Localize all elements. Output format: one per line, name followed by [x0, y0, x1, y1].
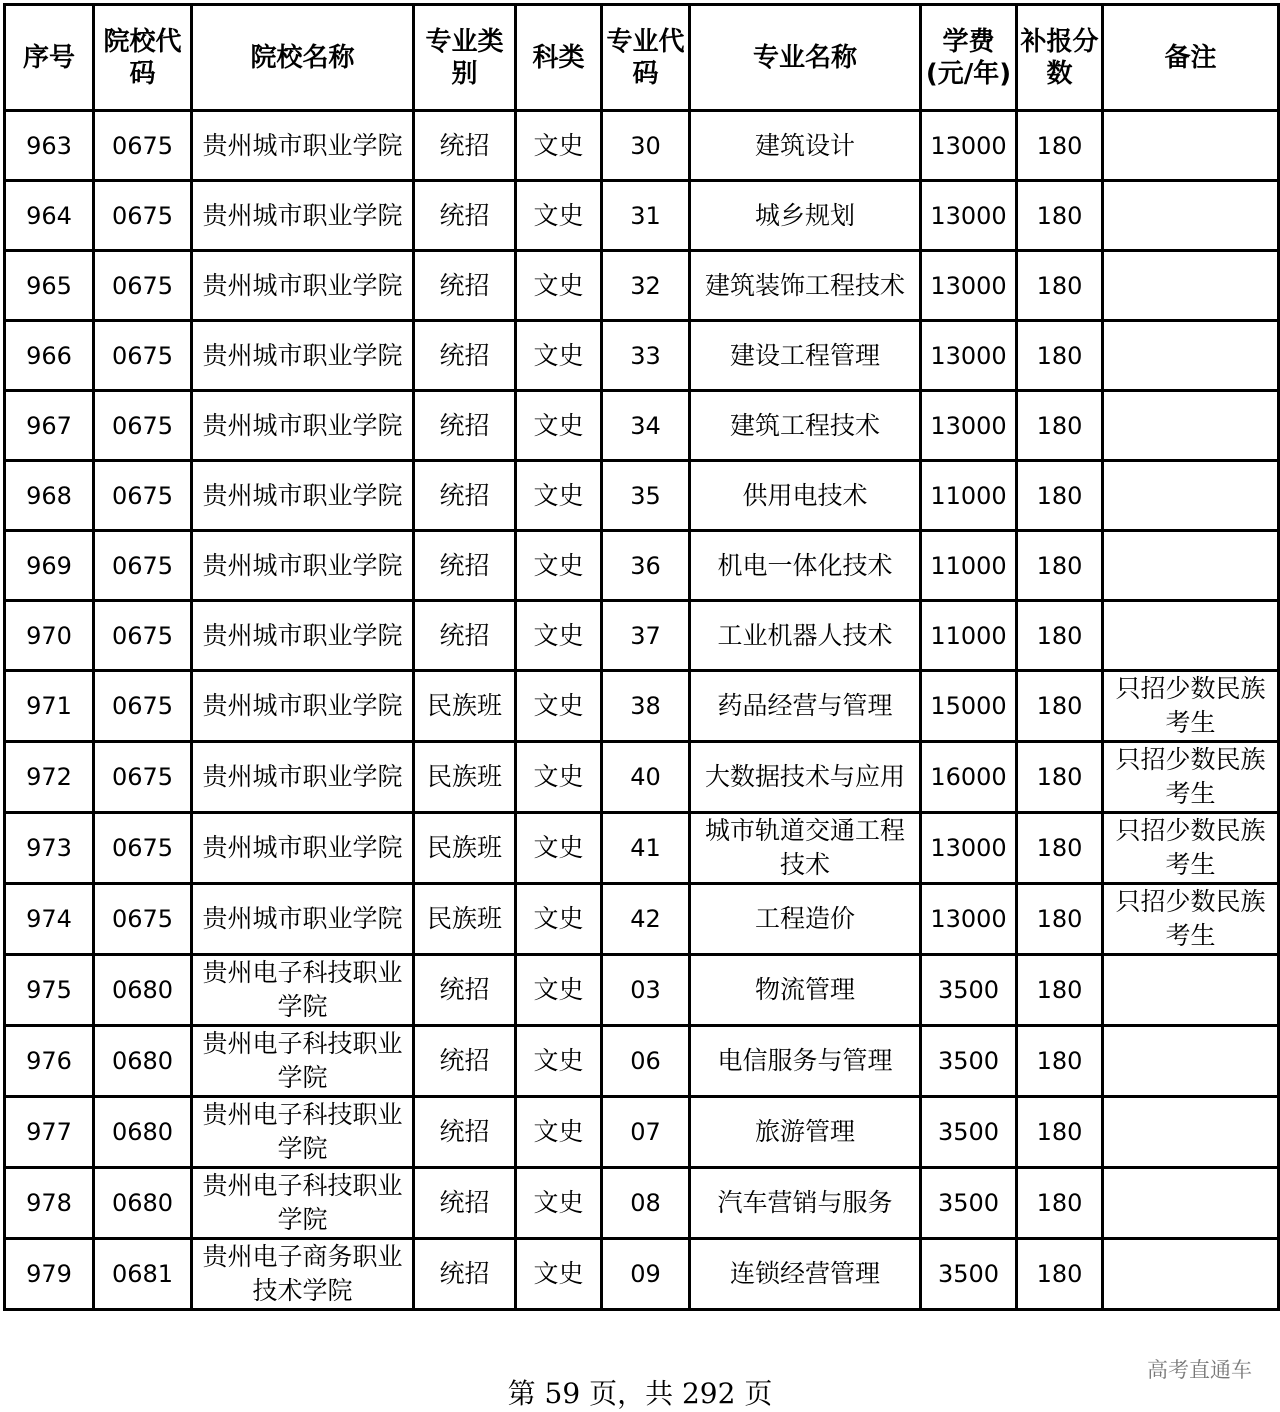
header-tuition: 学费(元/年) — [921, 5, 1017, 111]
cell-tuition: 13000 — [921, 391, 1017, 461]
cell-seq: 975 — [5, 955, 94, 1026]
header-major-type: 专业类别 — [414, 5, 516, 111]
cell-major-name: 机电一体化技术 — [690, 531, 921, 601]
cell-major-code: 34 — [602, 391, 690, 461]
cell-note — [1103, 531, 1279, 601]
cell-subject: 文史 — [516, 321, 602, 391]
table-row — [5, 671, 1279, 742]
cell-seq: 979 — [5, 1239, 94, 1310]
cell-note: 只招少数民族考生 — [1103, 671, 1279, 742]
cell-major-name: 建筑装饰工程技术 — [690, 251, 921, 321]
cell-major-type: 统招 — [414, 391, 516, 461]
cell-major-name: 大数据技术与应用 — [690, 742, 921, 813]
cell-score: 180 — [1017, 1026, 1103, 1097]
cell-school-code: 0675 — [94, 813, 192, 884]
cell-seq: 971 — [5, 671, 94, 742]
cell-subject: 文史 — [516, 1168, 602, 1239]
cell-major-code: 33 — [602, 321, 690, 391]
cell-school-name: 贵州电子科技职业学院 — [192, 1097, 414, 1168]
admission-table — [3, 3, 1280, 1311]
table-header — [5, 5, 1279, 111]
header-major-code: 专业代码 — [602, 5, 690, 111]
cell-score: 180 — [1017, 251, 1103, 321]
cell-major-name: 建设工程管理 — [690, 321, 921, 391]
cell-tuition: 3500 — [921, 1168, 1017, 1239]
cell-tuition: 13000 — [921, 884, 1017, 955]
cell-score: 180 — [1017, 531, 1103, 601]
cell-school-name: 贵州电子商务职业技术学院 — [192, 1239, 414, 1310]
cell-score: 180 — [1017, 955, 1103, 1026]
cell-major-type: 统招 — [414, 321, 516, 391]
cell-major-type: 民族班 — [414, 813, 516, 884]
page-number: 第 59 页，共 292 页 — [507, 1377, 773, 1410]
cell-tuition: 15000 — [921, 671, 1017, 742]
cell-major-type: 统招 — [414, 1168, 516, 1239]
cell-note — [1103, 321, 1279, 391]
cell-score: 180 — [1017, 461, 1103, 531]
table-row — [5, 321, 1279, 391]
cell-tuition: 3500 — [921, 955, 1017, 1026]
cell-tuition: 13000 — [921, 321, 1017, 391]
cell-major-type: 民族班 — [414, 742, 516, 813]
cell-score: 180 — [1017, 1168, 1103, 1239]
table-row — [5, 111, 1279, 181]
cell-note: 只招少数民族考生 — [1103, 742, 1279, 813]
cell-seq: 976 — [5, 1026, 94, 1097]
table-row — [5, 1097, 1279, 1168]
cell-major-name: 电信服务与管理 — [690, 1026, 921, 1097]
cell-school-name: 贵州城市职业学院 — [192, 461, 414, 531]
cell-subject: 文史 — [516, 671, 602, 742]
cell-school-code: 0681 — [94, 1239, 192, 1310]
cell-school-code: 0675 — [94, 671, 192, 742]
cell-note: 只招少数民族考生 — [1103, 884, 1279, 955]
cell-subject: 文史 — [516, 1097, 602, 1168]
cell-school-name: 贵州城市职业学院 — [192, 111, 414, 181]
cell-subject: 文史 — [516, 531, 602, 601]
cell-tuition: 16000 — [921, 742, 1017, 813]
cell-school-name: 贵州城市职业学院 — [192, 813, 414, 884]
header-school-name: 院校名称 — [192, 5, 414, 111]
cell-seq: 977 — [5, 1097, 94, 1168]
cell-major-type: 统招 — [414, 111, 516, 181]
header-seq: 序号 — [5, 5, 94, 111]
cell-school-code: 0675 — [94, 181, 192, 251]
cell-major-type: 统招 — [414, 531, 516, 601]
cell-school-code: 0675 — [94, 391, 192, 461]
cell-tuition: 3500 — [921, 1239, 1017, 1310]
cell-subject: 文史 — [516, 955, 602, 1026]
cell-subject: 文史 — [516, 884, 602, 955]
cell-seq: 966 — [5, 321, 94, 391]
cell-major-name: 连锁经营管理 — [690, 1239, 921, 1310]
cell-major-type: 统招 — [414, 251, 516, 321]
cell-school-code: 0680 — [94, 955, 192, 1026]
cell-major-type: 统招 — [414, 601, 516, 671]
cell-major-code: 38 — [602, 671, 690, 742]
cell-subject: 文史 — [516, 111, 602, 181]
cell-school-code: 0675 — [94, 111, 192, 181]
cell-seq: 972 — [5, 742, 94, 813]
cell-seq: 978 — [5, 1168, 94, 1239]
cell-note — [1103, 1097, 1279, 1168]
table-row — [5, 1026, 1279, 1097]
cell-score: 180 — [1017, 111, 1103, 181]
watermark: 高考直通车 — [1147, 1358, 1252, 1382]
cell-note — [1103, 1239, 1279, 1310]
cell-note — [1103, 181, 1279, 251]
cell-major-code: 08 — [602, 1168, 690, 1239]
cell-note — [1103, 111, 1279, 181]
cell-school-name: 贵州城市职业学院 — [192, 884, 414, 955]
cell-score: 180 — [1017, 813, 1103, 884]
cell-major-type: 统招 — [414, 181, 516, 251]
cell-school-code: 0675 — [94, 461, 192, 531]
cell-seq: 968 — [5, 461, 94, 531]
cell-score: 180 — [1017, 884, 1103, 955]
cell-seq: 964 — [5, 181, 94, 251]
cell-subject: 文史 — [516, 742, 602, 813]
cell-school-code: 0675 — [94, 251, 192, 321]
table-row — [5, 813, 1279, 884]
table-row — [5, 1168, 1279, 1239]
header-note: 备注 — [1103, 5, 1279, 111]
cell-seq: 970 — [5, 601, 94, 671]
cell-note — [1103, 1026, 1279, 1097]
cell-major-name: 城市轨道交通工程技术 — [690, 813, 921, 884]
cell-note — [1103, 1168, 1279, 1239]
cell-score: 180 — [1017, 742, 1103, 813]
header-major-name: 专业名称 — [690, 5, 921, 111]
cell-seq: 965 — [5, 251, 94, 321]
cell-note — [1103, 601, 1279, 671]
cell-major-type: 民族班 — [414, 884, 516, 955]
header-school-code: 院校代码 — [94, 5, 192, 111]
cell-major-code: 37 — [602, 601, 690, 671]
cell-subject: 文史 — [516, 601, 602, 671]
cell-subject: 文史 — [516, 813, 602, 884]
table-row — [5, 461, 1279, 531]
cell-major-code: 36 — [602, 531, 690, 601]
cell-school-code: 0675 — [94, 531, 192, 601]
cell-major-type: 统招 — [414, 1097, 516, 1168]
cell-seq: 967 — [5, 391, 94, 461]
cell-tuition: 11000 — [921, 531, 1017, 601]
cell-major-name: 汽车营销与服务 — [690, 1168, 921, 1239]
cell-school-code: 0675 — [94, 742, 192, 813]
cell-major-name: 药品经营与管理 — [690, 671, 921, 742]
cell-major-name: 旅游管理 — [690, 1097, 921, 1168]
table-row — [5, 955, 1279, 1026]
cell-major-type: 民族班 — [414, 671, 516, 742]
cell-school-code: 0675 — [94, 884, 192, 955]
table-row — [5, 1239, 1279, 1310]
cell-note: 只招少数民族考生 — [1103, 813, 1279, 884]
cell-seq: 963 — [5, 111, 94, 181]
cell-subject: 文史 — [516, 251, 602, 321]
cell-score: 180 — [1017, 671, 1103, 742]
cell-note — [1103, 251, 1279, 321]
cell-major-type: 统招 — [414, 461, 516, 531]
cell-major-type: 统招 — [414, 1026, 516, 1097]
cell-subject: 文史 — [516, 1239, 602, 1310]
table-row — [5, 742, 1279, 813]
cell-major-name: 物流管理 — [690, 955, 921, 1026]
cell-seq: 974 — [5, 884, 94, 955]
cell-school-name: 贵州城市职业学院 — [192, 671, 414, 742]
cell-score: 180 — [1017, 391, 1103, 461]
cell-major-code: 32 — [602, 251, 690, 321]
cell-school-name: 贵州电子科技职业学院 — [192, 1026, 414, 1097]
cell-major-code: 31 — [602, 181, 690, 251]
cell-major-name: 城乡规划 — [690, 181, 921, 251]
cell-major-code: 41 — [602, 813, 690, 884]
cell-subject: 文史 — [516, 1026, 602, 1097]
table-row — [5, 251, 1279, 321]
header-subject: 科类 — [516, 5, 602, 111]
cell-school-name: 贵州城市职业学院 — [192, 742, 414, 813]
cell-major-code: 06 — [602, 1026, 690, 1097]
cell-major-type: 统招 — [414, 955, 516, 1026]
table-body — [5, 111, 1279, 1310]
cell-note — [1103, 955, 1279, 1026]
cell-tuition: 11000 — [921, 601, 1017, 671]
cell-subject: 文史 — [516, 461, 602, 531]
header-score: 补报分数 — [1017, 5, 1103, 111]
cell-major-code: 40 — [602, 742, 690, 813]
cell-school-name: 贵州城市职业学院 — [192, 181, 414, 251]
cell-school-code: 0680 — [94, 1026, 192, 1097]
cell-tuition: 11000 — [921, 461, 1017, 531]
cell-major-code: 30 — [602, 111, 690, 181]
cell-major-code: 03 — [602, 955, 690, 1026]
header-row — [5, 5, 1279, 111]
cell-school-code: 0680 — [94, 1168, 192, 1239]
cell-major-name: 工程造价 — [690, 884, 921, 955]
cell-major-code: 07 — [602, 1097, 690, 1168]
cell-school-name: 贵州城市职业学院 — [192, 391, 414, 461]
cell-major-name: 建筑设计 — [690, 111, 921, 181]
cell-score: 180 — [1017, 321, 1103, 391]
cell-major-name: 供用电技术 — [690, 461, 921, 531]
cell-seq: 969 — [5, 531, 94, 601]
cell-school-name: 贵州城市职业学院 — [192, 531, 414, 601]
cell-subject: 文史 — [516, 391, 602, 461]
cell-note — [1103, 391, 1279, 461]
table-row — [5, 884, 1279, 955]
cell-tuition: 3500 — [921, 1097, 1017, 1168]
cell-major-code: 42 — [602, 884, 690, 955]
cell-school-code: 0675 — [94, 321, 192, 391]
cell-major-name: 工业机器人技术 — [690, 601, 921, 671]
table-row — [5, 601, 1279, 671]
cell-school-name: 贵州电子科技职业学院 — [192, 1168, 414, 1239]
cell-seq: 973 — [5, 813, 94, 884]
cell-school-code: 0675 — [94, 601, 192, 671]
table-row — [5, 391, 1279, 461]
cell-school-name: 贵州电子科技职业学院 — [192, 955, 414, 1026]
cell-tuition: 13000 — [921, 111, 1017, 181]
cell-tuition: 13000 — [921, 813, 1017, 884]
cell-major-type: 统招 — [414, 1239, 516, 1310]
cell-subject: 文史 — [516, 181, 602, 251]
cell-major-name: 建筑工程技术 — [690, 391, 921, 461]
cell-tuition: 13000 — [921, 181, 1017, 251]
cell-score: 180 — [1017, 1097, 1103, 1168]
cell-school-name: 贵州城市职业学院 — [192, 321, 414, 391]
cell-major-code: 35 — [602, 461, 690, 531]
table-row — [5, 531, 1279, 601]
cell-tuition: 13000 — [921, 251, 1017, 321]
cell-note — [1103, 461, 1279, 531]
cell-score: 180 — [1017, 181, 1103, 251]
cell-score: 180 — [1017, 601, 1103, 671]
cell-major-code: 09 — [602, 1239, 690, 1310]
cell-score: 180 — [1017, 1239, 1103, 1310]
cell-tuition: 3500 — [921, 1026, 1017, 1097]
cell-school-name: 贵州城市职业学院 — [192, 601, 414, 671]
table-row — [5, 181, 1279, 251]
cell-school-name: 贵州城市职业学院 — [192, 251, 414, 321]
cell-school-code: 0680 — [94, 1097, 192, 1168]
